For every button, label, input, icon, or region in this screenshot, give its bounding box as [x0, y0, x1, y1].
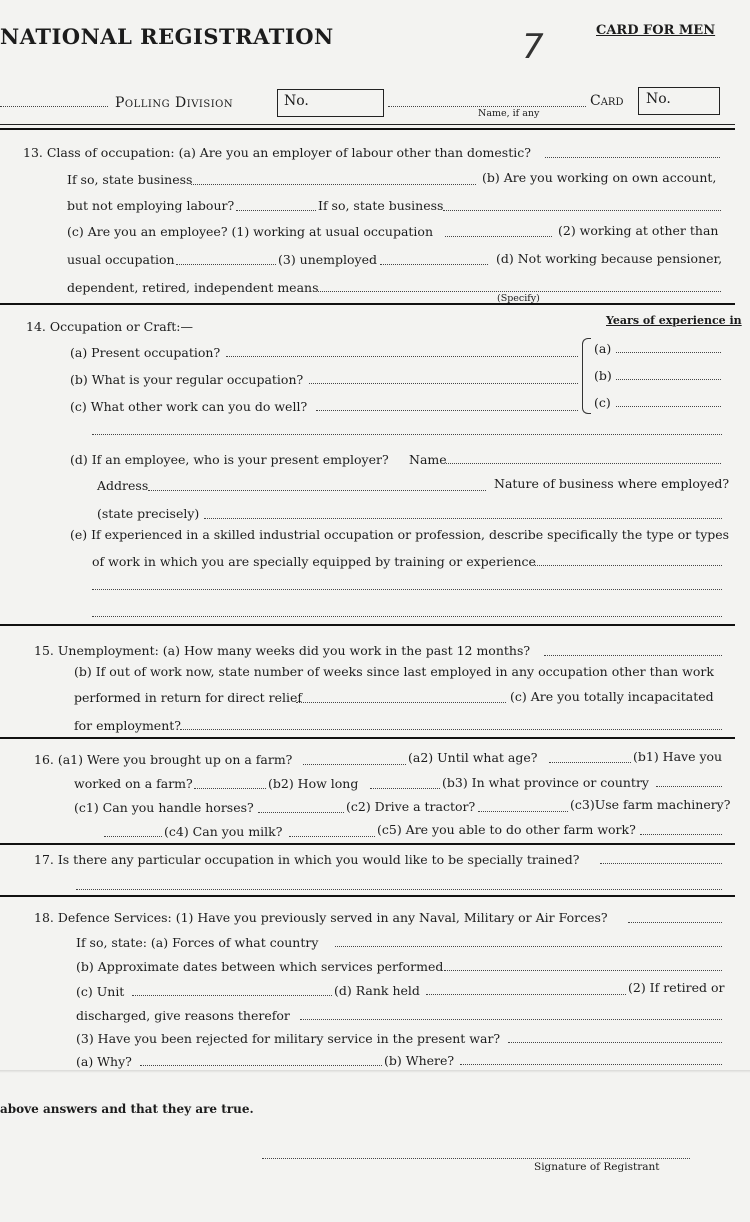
q15-divider — [0, 737, 735, 739]
q16-line3-tractor: (c2) Drive a tractor? — [346, 799, 476, 814]
card-no-label: No. — [646, 91, 671, 107]
q13-line5-usual: usual occupation — [67, 252, 175, 267]
q18-line6-rejected: (3) Have you been rejected for military service in the present war? — [76, 1031, 501, 1046]
q16-line1-have-you: (b1) Have you — [633, 749, 723, 764]
signature-line[interactable] — [262, 1158, 690, 1159]
q18-why-field[interactable] — [140, 1065, 382, 1066]
q18-dates-field[interactable] — [444, 970, 722, 971]
q14-c-field[interactable] — [316, 410, 578, 411]
q13-line5-unemployed: (3) unemployed — [278, 252, 378, 267]
q14-title: 14. Occupation or Craft:— — [26, 319, 194, 334]
q17-line1: 17. Is there any particular occupation in which you would like to be specially trained? — [34, 852, 580, 867]
q15-line3-incapacitated: (c) Are you totally incapacitated — [510, 689, 714, 704]
polling-division-no-label: No. — [284, 93, 309, 109]
q16-line2-how-long: (b2) How long — [268, 776, 359, 791]
declaration-text: above answers and that they are true. — [0, 1102, 254, 1116]
q14-d-precise-field[interactable] — [204, 518, 722, 519]
q15-line3-relief: performed in return for direct relief — [74, 690, 303, 705]
q14-years-brace — [582, 338, 591, 414]
q14-years-experience-header: Years of experience in — [606, 314, 742, 327]
q14-d-address-field[interactable] — [148, 490, 486, 491]
q14-years-b-field[interactable] — [616, 379, 721, 380]
q16-line4-milk: (c4) Can you milk? — [164, 824, 283, 839]
q16-worked-field[interactable] — [194, 788, 266, 789]
q14-e-equipped: of work in which you are specially equipped by training or experience — [92, 554, 536, 569]
q14-d-address-label: Address — [97, 478, 149, 493]
q14-e-field-2[interactable] — [92, 589, 722, 590]
q15-line1: 15. Unemployment: (a) How many weeks did you work in the past 12 months? — [34, 643, 531, 658]
q14-years-a-field[interactable] — [616, 352, 721, 353]
q14-a-present-occupation: (a) Present occupation? — [70, 345, 221, 360]
q16-other-farm-field[interactable] — [640, 834, 722, 835]
q13-business-field[interactable] — [191, 184, 476, 185]
q14-divider — [0, 624, 735, 626]
q14-e-field-1[interactable] — [535, 565, 722, 566]
q16-divider — [0, 843, 735, 845]
q13-specify-caption: (Specify) — [497, 293, 540, 304]
q16-line3-horses: (c1) Can you handle horses? — [74, 800, 254, 815]
q14-e-skilled: (e) If experienced in a skilled industrial occupation or profession, describe specifically the type or types — [70, 527, 730, 542]
q13-line4-other-than: (2) working at other than — [558, 223, 719, 238]
q16-tractor-field[interactable] — [478, 811, 568, 812]
q16-horses-field[interactable] — [258, 812, 344, 813]
q18-country-field[interactable] — [335, 946, 722, 947]
header-divider — [0, 124, 735, 125]
q14-c-other-work: (c) What other work can you do well? — [70, 399, 308, 414]
q16-province-field[interactable] — [656, 786, 722, 787]
q13-divider — [0, 303, 735, 305]
q13-employer-field[interactable] — [545, 157, 720, 158]
q18-where-field[interactable] — [460, 1064, 722, 1065]
q18-line5-discharged: discharged, give reasons therefor — [76, 1008, 290, 1023]
q18-served-field[interactable] — [628, 922, 722, 923]
q14-d-nature-business: Nature of business where employed? — [494, 476, 730, 491]
q13-line1: 13. Class of occupation: (a) Are you an employer of labour other than domestic? — [23, 145, 531, 160]
q18-rejected-field[interactable] — [508, 1042, 722, 1043]
q18-line2-country: If so, state: (a) Forces of what country — [76, 935, 319, 950]
q18-line4-unit: (c) Unit — [76, 984, 125, 999]
name-if-any-caption: Name, if any — [478, 108, 540, 119]
q13-business-field-2[interactable] — [443, 210, 721, 211]
q14-years-b-label: (b) — [594, 368, 612, 383]
q13-line3-state-business: If so, state business — [318, 198, 444, 213]
q13-usual-occupation-field[interactable] — [445, 236, 552, 237]
q13-line5-pensioner: (d) Not working because pensioner, — [496, 251, 723, 266]
q14-e-field-3[interactable] — [92, 616, 722, 617]
q13-line2-own-account: (b) Are you working on own account, — [482, 170, 717, 185]
q14-years-c-field[interactable] — [616, 406, 721, 407]
q16-age-field[interactable] — [549, 762, 631, 763]
q18-line7-where: (b) Where? — [384, 1053, 455, 1068]
q16-line4-other-farm: (c5) Are you able to do other farm work? — [377, 822, 636, 837]
q14-extra-line[interactable] — [92, 434, 722, 435]
q13-usual-field[interactable] — [176, 264, 276, 265]
handwritten-number: 7 — [522, 27, 544, 67]
q16-line2-province: (b3) In what province or country — [442, 775, 649, 790]
q13-unemployed-field[interactable] — [380, 264, 488, 265]
q15-weeks-worked-field[interactable] — [544, 655, 722, 656]
signature-caption: Signature of Registrant — [534, 1161, 660, 1173]
q18-line4-retired: (2) If retired or — [628, 980, 725, 995]
header-divider-bold — [0, 128, 735, 130]
form-title: NATIONAL REGISTRATION — [0, 24, 334, 49]
q18-rank-field[interactable] — [426, 994, 626, 995]
q18-line3-dates: (b) Approximate dates between which services performed — [76, 959, 444, 974]
card-type-label: CARD FOR MEN — [596, 23, 716, 38]
card-label: Card — [590, 93, 624, 109]
q16-line3-machinery: (c3)Use farm machinery? — [570, 797, 731, 812]
q17-divider — [0, 895, 735, 897]
q14-d-name-field[interactable] — [446, 463, 721, 464]
q14-d-name-label: Name — [409, 452, 447, 467]
q18-line1: 18. Defence Services: (1) Have you previously served in any Naval, Military or Air Forces? — [34, 910, 608, 925]
card-name-line[interactable] — [388, 106, 586, 107]
polling-division-label: Polling Division — [115, 95, 234, 111]
q14-d-employer: (d) If an employee, who is your present employer? — [70, 452, 389, 467]
q16-line1-age: (a2) Until what age? — [408, 750, 538, 765]
q15-relief-field[interactable] — [296, 702, 506, 703]
q18-line4-rank: (d) Rank held — [334, 983, 420, 998]
q13-line6-dependent: dependent, retired, independent means — [67, 280, 319, 295]
q13-not-employing-field[interactable] — [236, 210, 316, 211]
q16-line1-farm: 16. (a1) Were you brought up on a farm? — [34, 752, 293, 767]
q13-line3-not-employing: but not employing labour? — [67, 198, 235, 213]
q18-line7-why: (a) Why? — [76, 1054, 132, 1069]
q14-years-a-label: (a) — [594, 341, 612, 356]
q14-d-state-precisely: (state precisely) — [97, 506, 200, 521]
q15-line4: for employment? — [74, 718, 181, 733]
q15-line2: (b) If out of work now, state number of weeks since last employed in any occupation other than work — [74, 664, 714, 679]
q16-line2-worked: worked on a farm? — [74, 776, 193, 791]
q14-b-regular-occupation: (b) What is your regular occupation? — [70, 372, 304, 387]
q14-a-field[interactable] — [226, 356, 578, 357]
page-fold — [0, 1070, 750, 1073]
polling-division-name-line[interactable] — [0, 106, 108, 107]
q14-years-c-label: (c) — [594, 395, 611, 410]
q16-machinery-field[interactable] — [104, 836, 162, 837]
q15-incapacitated-field[interactable] — [180, 729, 722, 730]
q17-training-field-2[interactable] — [76, 889, 722, 890]
q18-unit-field[interactable] — [132, 995, 332, 996]
q16-farm-field[interactable] — [303, 764, 406, 765]
q13-line4-employee: (c) Are you an employee? (1) working at usual occupation — [67, 224, 433, 239]
q14-b-field[interactable] — [309, 383, 578, 384]
q18-reasons-field[interactable] — [300, 1019, 722, 1020]
q16-milk-field[interactable] — [289, 836, 375, 837]
q17-training-field[interactable] — [600, 863, 722, 864]
q13-line2-state-business: If so, state business — [67, 172, 193, 187]
q16-how-long-field[interactable] — [370, 788, 440, 789]
